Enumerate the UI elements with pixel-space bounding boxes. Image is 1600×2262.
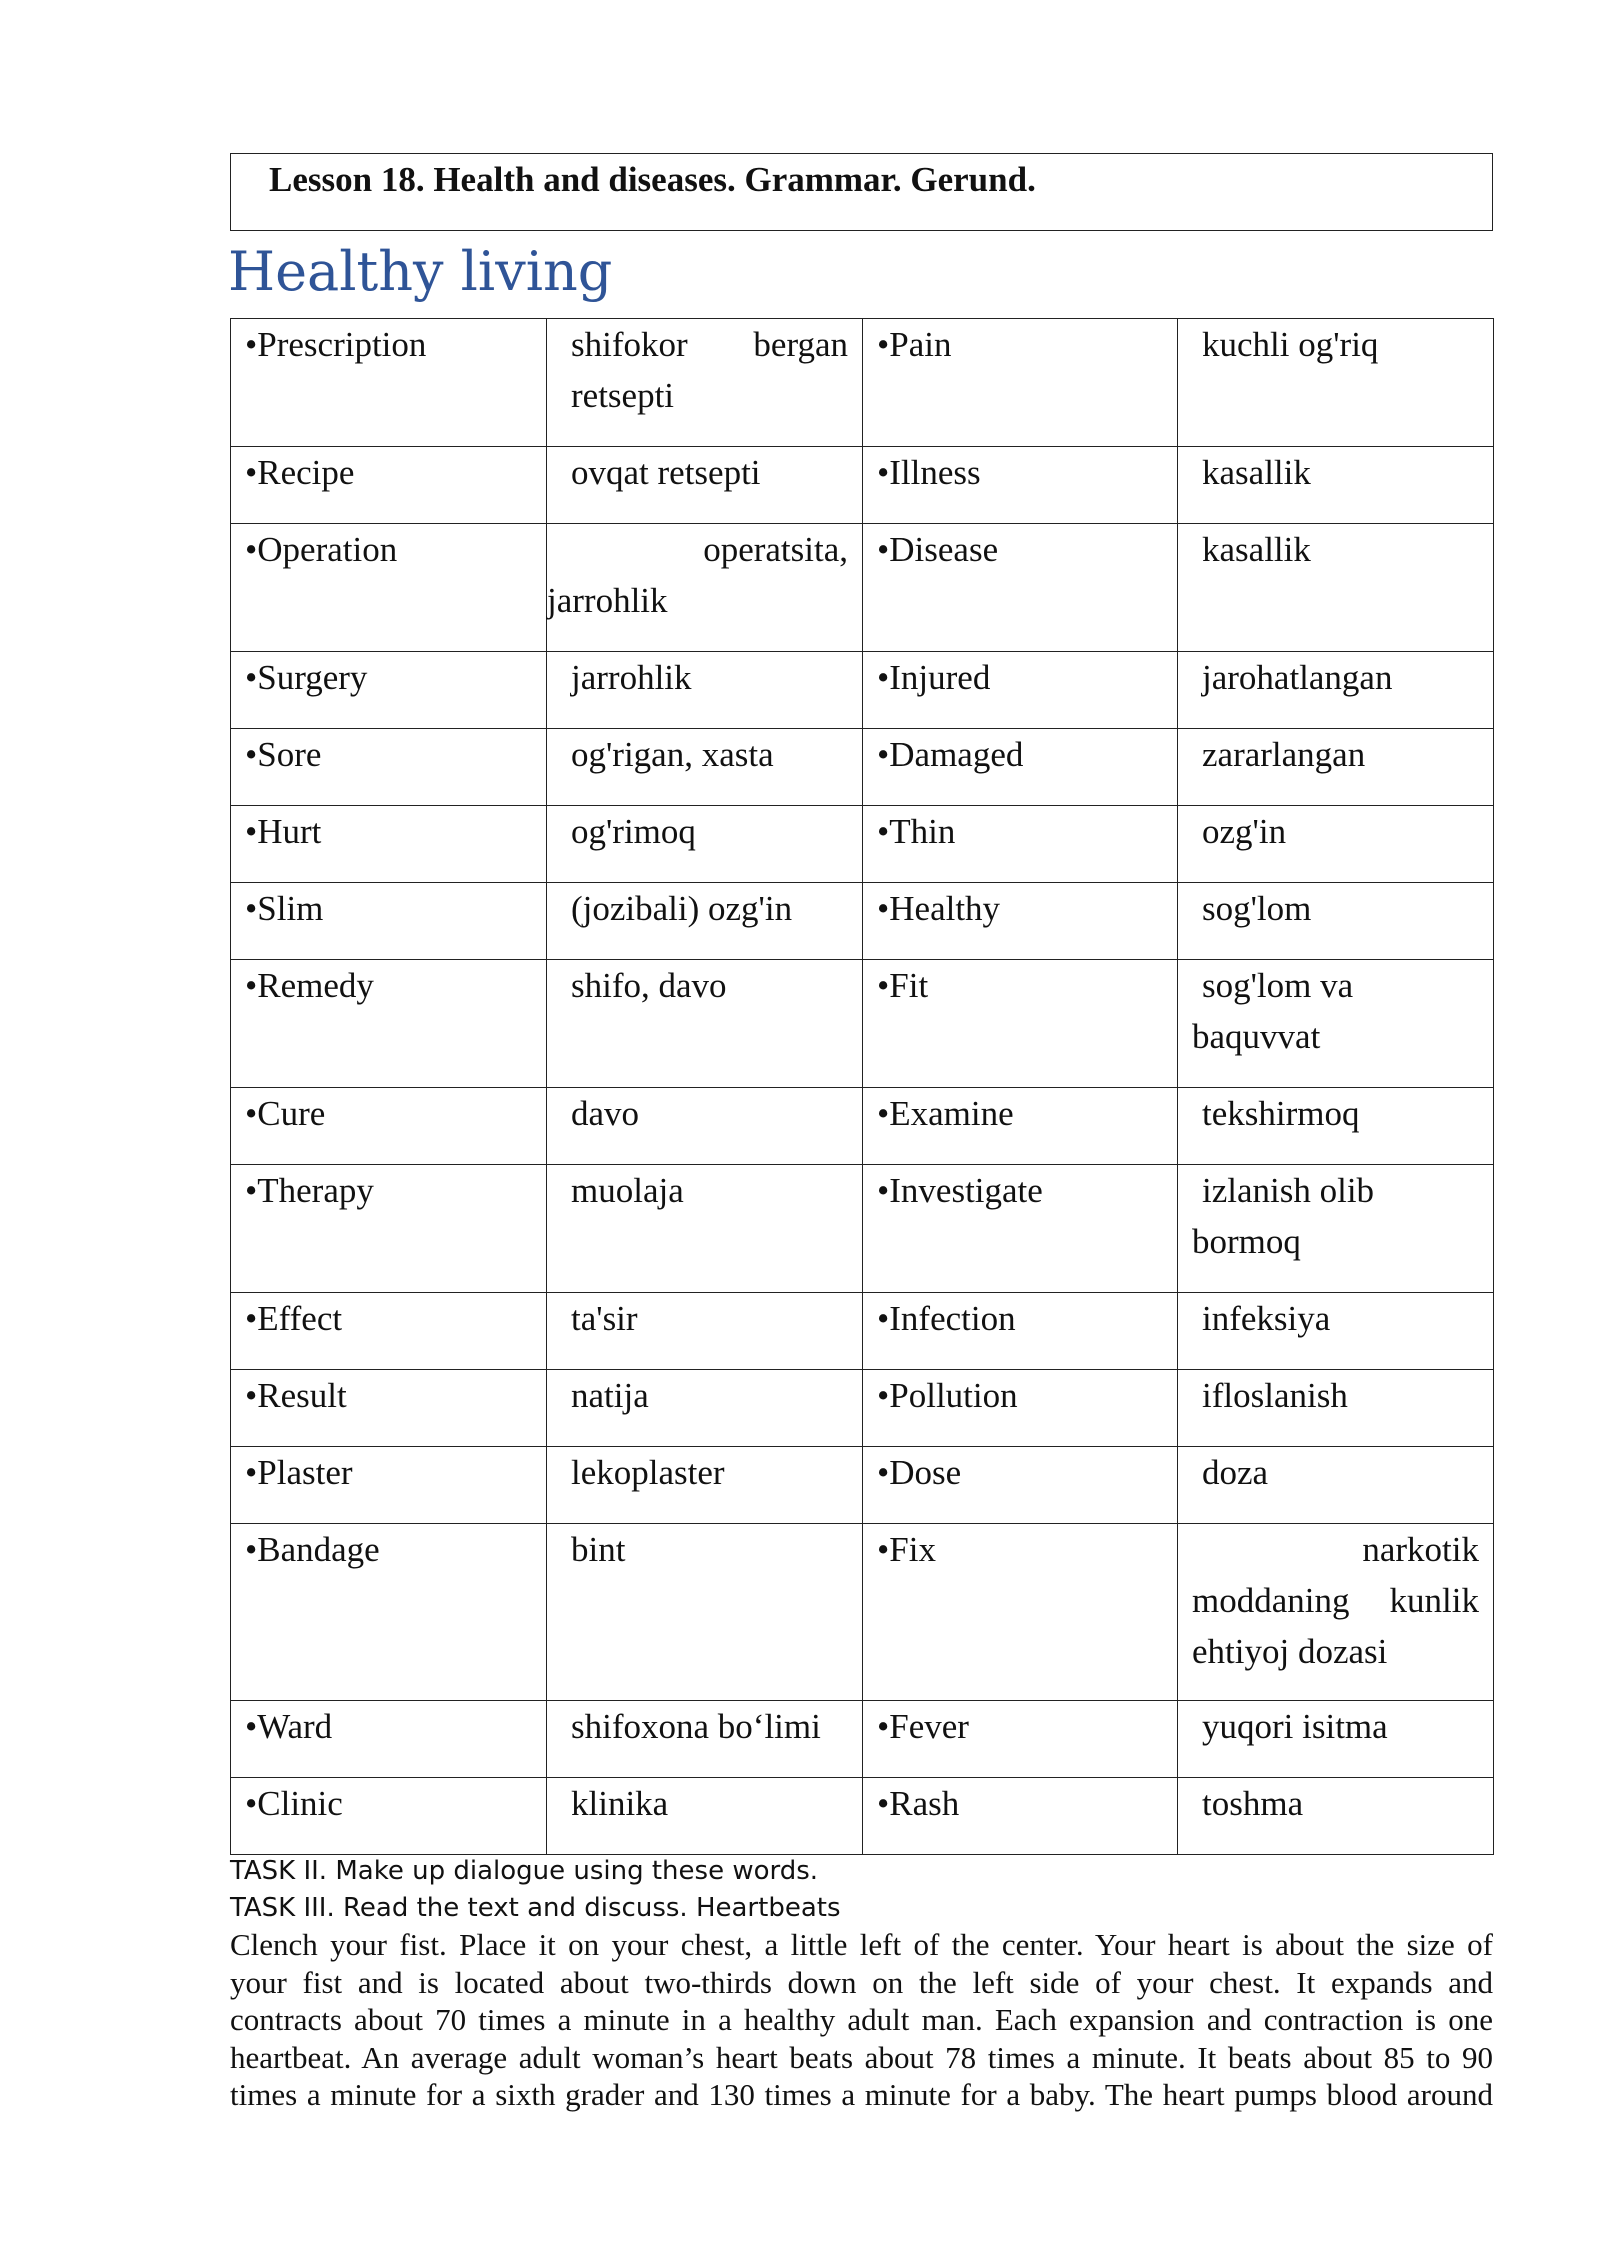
uzbek-translation [547,729,863,806]
translation-text: kuchli og'riq [1202,325,1379,364]
paragraph-line: heartbeat. An average adult woman’s heart beats about 78 times a minute. It beats about 85 to 90 [230,2039,1493,2075]
english-word: •Pain [863,319,1178,447]
translation-text: kasallik [1202,530,1311,569]
uzbek-translation [1178,806,1494,883]
uzbek-translation [1178,447,1494,524]
translation-text: tekshirmoq [1202,1094,1360,1133]
translation-line: baquvvat [1192,1017,1321,1056]
english-word: •Pollution [863,1370,1178,1447]
english-word: •Recipe [231,447,547,524]
paragraph-line: your fist and is located about two-thirds down on the left side of your chest. It expands and [230,1964,1493,2000]
uzbek-translation [1178,1370,1494,1447]
table-row [231,1293,1494,1370]
translation-text: bint [571,1530,626,1569]
paragraph-line: times a minute for a sixth grader and 130 times a minute for a baby. The heart pumps blood around [230,2077,1493,2112]
english-word: •Injured [863,652,1178,729]
table-row [231,1701,1494,1778]
english-word: •Fever [863,1701,1178,1778]
task-two-instruction: TASK II. Make up dialogue using these words. [230,1856,819,1886]
uzbek-translation [1178,960,1494,1088]
english-word: •Examine [863,1088,1178,1165]
translation-line: moddaning kunlik [1192,1581,1479,1620]
translation-text: jarrohlik [571,658,692,697]
uzbek-translation [547,1778,863,1855]
translation-text: davo [571,1094,640,1133]
uzbek-translation [547,1370,863,1447]
table-row [231,319,1494,447]
heartbeats-paragraph [230,1926,1493,2114]
uzbek-translation [547,652,863,729]
uzbek-translation [1178,729,1494,806]
translation-text: infeksiya [1202,1299,1331,1338]
english-word: •Ward [231,1701,547,1778]
uzbek-translation [1178,1165,1494,1293]
translation-text: ozg'in [1202,812,1287,851]
uzbek-translation [1178,1088,1494,1165]
english-word: •Hurt [231,806,547,883]
translation-text: (jozibali) ozg'in [571,889,793,928]
english-word: •Healthy [863,883,1178,960]
table-row [231,1165,1494,1293]
english-word: •Rash [863,1778,1178,1855]
english-word: •Operation [231,524,547,652]
translation-text: sog'lom [1202,889,1312,928]
uzbek-translation [1178,524,1494,652]
english-word: •Cure [231,1088,547,1165]
uzbek-translation [547,1447,863,1524]
table-row [231,883,1494,960]
uzbek-translation [547,1701,863,1778]
english-word: •Fit [863,960,1178,1088]
uzbek-translation [1178,1701,1494,1778]
translation-text: zararlangan [1202,735,1366,774]
vocabulary-table [230,318,1494,1855]
uzbek-translation [547,447,863,524]
english-word: •Surgery [231,652,547,729]
translation-text: ifloslanish [1202,1376,1348,1415]
uzbek-translation [547,1165,863,1293]
translation-line: narkotik [1362,1530,1479,1569]
lesson-title-box [230,153,1493,231]
translation-text: kasallik [1202,453,1311,492]
translation-text: muolaja [571,1171,684,1210]
uzbek-translation [547,1088,863,1165]
english-word: •Infection [863,1293,1178,1370]
translation-text: shifoxona bo‘limi [571,1707,821,1746]
english-word: •Remedy [231,960,547,1088]
english-word: •Therapy [231,1165,547,1293]
table-row [231,1370,1494,1447]
translation-text: natija [571,1376,649,1415]
translation-line: jarrohlik [547,581,668,620]
translation-text: ovqat retsepti [571,453,761,492]
table-row [231,960,1494,1088]
uzbek-translation [547,524,863,652]
lesson-title: Lesson 18. Health and diseases. Grammar. Gerund. [269,160,1036,199]
translation-text: jarohatlangan [1202,658,1393,697]
translation-text: shifokor bergan retsepti [571,325,848,415]
english-word: •Result [231,1370,547,1447]
table-row [231,1447,1494,1524]
translation-line: bormoq [1192,1222,1301,1261]
translation-line: izlanish olib [1202,1171,1375,1210]
uzbek-translation [547,1524,863,1701]
uzbek-translation [1178,1778,1494,1855]
english-word: •Dose [863,1447,1178,1524]
english-word: •Bandage [231,1524,547,1701]
english-word: •Sore [231,729,547,806]
uzbek-translation [547,319,863,447]
uzbek-translation [1178,1524,1494,1701]
uzbek-translation [547,960,863,1088]
translation-text: shifo, davo [571,966,727,1005]
uzbek-translation [1178,319,1494,447]
translation-text: klinika [571,1784,669,1823]
table-row [231,1088,1494,1165]
english-word: •Illness [863,447,1178,524]
english-word: •Slim [231,883,547,960]
uzbek-translation [1178,1447,1494,1524]
uzbek-translation [547,806,863,883]
english-word: •Fix [863,1524,1178,1701]
uzbek-translation [547,883,863,960]
english-word: •Plaster [231,1447,547,1524]
uzbek-translation [1178,1293,1494,1370]
section-heading: Healthy living [228,240,613,303]
english-word: •Thin [863,806,1178,883]
translation-text: yuqori isitma [1202,1707,1388,1746]
table-row [231,806,1494,883]
table-row [231,729,1494,806]
paragraph-line: contracts about 70 times a minute in a healthy adult man. Each expansion and contraction is one [230,2002,1493,2037]
english-word: •Prescription [231,319,547,447]
table-row [231,1778,1494,1855]
translation-line: operatsita, [703,530,848,569]
table-row [231,447,1494,524]
translation-text: og'rimoq [571,812,696,851]
english-word: •Investigate [863,1165,1178,1293]
translation-line: ehtiyoj dozasi [1192,1632,1388,1671]
uzbek-translation [1178,883,1494,960]
english-word: •Disease [863,524,1178,652]
english-word: •Clinic [231,1778,547,1855]
english-word: •Damaged [863,729,1178,806]
table-row [231,1524,1494,1701]
table-row [231,524,1494,652]
paragraph-line: Clench your fist. Place it on your chest, a little left of the center. Your heart is about the size of [230,1927,1493,1962]
translation-text: toshma [1202,1784,1304,1823]
table-row [231,652,1494,729]
translation-text: doza [1202,1453,1269,1492]
uzbek-translation [547,1293,863,1370]
translation-text: og'rigan, xasta [571,735,774,774]
translation-text: ta'sir [571,1299,638,1338]
translation-text: lekoplaster [571,1453,725,1492]
task-three-instruction: TASK III. Read the text and discuss. Heartbeats [230,1893,841,1923]
translation-line: sog'lom va [1202,966,1354,1005]
english-word: •Effect [231,1293,547,1370]
uzbek-translation [1178,652,1494,729]
